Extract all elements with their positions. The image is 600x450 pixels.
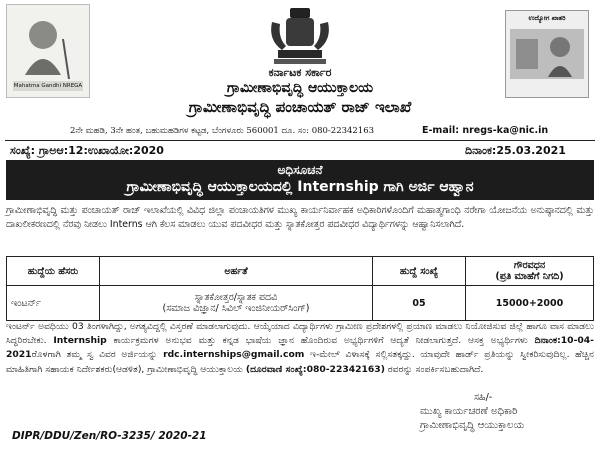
signatory-title: ಮುಖ್ಯ ಕಾರ್ಯಚರಣೆ ಅಧಿಕಾರಿ [420, 406, 518, 417]
header-qualification: ಅರ್ಹತೆ [100, 257, 373, 286]
header-honorarium-title: ಗೌರವಧನ [513, 260, 546, 271]
office-email: E-mail: nregs-ka@nic.in [422, 125, 549, 136]
notice-date: ದಿನಾಂಕ:25.03.2021 [465, 144, 566, 157]
government-name: ಕರ್ನಾಟಕ ಸರ್ಕಾರ [268, 66, 332, 79]
header-honorarium-sub: (ಪ್ರತಿ ಮಾಹೆಗೆ ನಿಗದಿ) [495, 271, 564, 282]
vacancy-table [6, 256, 594, 321]
table-row [7, 286, 594, 321]
details-text-1: ಇಂಟರ್ನ್ ಅವಧಿಯು 03 ತಿಂಗಳಾಗಿದ್ದು, ಅಗತ್ಯವಿದ್ದಲ್ಲಿ ವಿಸ್ತರಣೆ ಮಾಡಲಾಗುವುದು. ಆಯ್ಕೆಯಾದ ವಿದ್ಯಾರ್ಥಿಗಳು ಗ್ರಾಮೀಣ ಪ್ರದೇಶಗಳಲ್ಲಿ ಪ್ರಯಾಣ ಮಾಡಲು ನಿಯೋಜಿಸುವ ಜಿಲ್ಲೆ ಹಾಗೂ ವಾಸ ಮಾಡಲು ಸಿದ್ಧರಿರಬೇಕು. [6, 321, 594, 347]
department-line-1: ಗ್ರಾಮೀಣಾಭಿವೃದ್ಧಿ ಆಯುಕ್ತಾಲಯ [226, 80, 374, 96]
signature-mark: ಸಹಿ/- [474, 392, 493, 403]
notice-heading: ಅಧಿಸೂಚನೆ [277, 163, 323, 177]
header-post: ಹುದ್ದೆಯ ಹೆಸರು [7, 257, 100, 286]
details-text-2: ಕಾರ್ಯಕ್ರಮಗಳ ಅನುಭವ ಮತ್ತು ಕನ್ನಡ ಭಾಷೆಯ ಜ್ಞಾನ ಹೊಂದಿರುವ ಅಭ್ಯರ್ಥಿಗಳಿಗೆ ಆದ್ಯತೆ ನೀಡಲಾಗುತ್ತದೆ. ಆಸಕ್ತ ಅಭ್ಯರ್ಥಿಗಳು [113, 335, 528, 347]
notice-title: ಗ್ರಾಮೀಣಾಭಿವೃದ್ಧಿ ಆಯುಕ್ತಾಲಯದಲ್ಲಿ Internship ಗಾಗಿ ಅರ್ಜಿ ಆಹ್ವಾನ [126, 179, 474, 195]
table-header-row [7, 257, 594, 286]
details-internship: Internship [53, 335, 107, 347]
details-text-4: ಇ-ಮೇಲ್ ವಿಳಾಸಕ್ಕೆ ಸಲ್ಲಿಸತಕ್ಕದ್ದು. ಯಾವುದೇ ಹಾರ್ಡ್ ಪ್ರತಿಯನ್ನು ಸ್ವೀಕರಿಸುವುದಿಲ್ಲ. ಹೆಚ್ಚಿನ ಮಾಹಿತಿಗಾಗಿ ಸಹಾಯಕ ನಿರ್ದೇಶಕರು(ಆಡಳಿತ), ಗ್ರಾಮೀಣಾಭಿವೃದ್ಧಿ ಆಯುಕ್ತಾಲಯ [6, 349, 595, 375]
right-logo-caption: ಉದ್ಯೋಗ ಖಾತರಿ [528, 14, 566, 22]
intro-paragraph: ಗ್ರಾಮೀಣಾಭಿವೃದ್ಧಿ ಮತ್ತು ಪಂಚಾಯತ್ ರಾಜ್ ಇಲಾಖೆಯಲ್ಲಿ ವಿವಿಧ ಜಿಲ್ಲಾ ಪಂಚಾಯತಿಗಳ ಮುಖ್ಯ ಕಾರ್ಯನಿರ್ವಾಹಕ ಅಧಿಕಾರಿಗಳೊಂದಿಗೆ ಮಹಾತ್ಮಗಾಂಧಿ ನರೇಗಾ ಯೋಜನೆಯ ಅನುಷ್ಠಾನದಲ್ಲಿ ಮತ್ತು ದಾಖಲೀಕರಣದಲ್ಲಿ ನೆರವು ನೀಡಲು Interns ಆಗಿ ಕೆಲಸ ಮಾಡಲು ಯುವ ಪದವೀಧರ ಮತ್ತು ಸ್ನಾತಕೋತ್ತರ ಪದವೀಧರ ವಿದ್ಯಾರ್ಥಿಗಳನ್ನು ಆಹ್ವಾನಿಸಲಾಗಿದೆ. [6, 205, 594, 230]
application-deadline: ದಿನಾಂಕ:10-04-2021 [6, 335, 594, 361]
office-address: 2ನೇ ಮಹಡಿ, 3ನೇ ಹಂತ, ಬಹುಮಹಡಿಗಳ ಕಟ್ಟಡ, ಬೆಂಗಳೂರು 560001 ದೂ. ಸಂ: 080-22342163 [70, 126, 375, 136]
nrega-logo-right [505, 10, 589, 98]
left-logo-caption: Mahatma Gandhi NREGA [13, 83, 83, 89]
reference-number: ಸಂಖ್ಯೆ: ಗ್ರಾಅಆ:12:ಉಖಾಯೋ:2020 [10, 144, 164, 157]
cell-post: ಇಂಟರ್ನ್ [7, 286, 100, 321]
header-honorarium [466, 257, 594, 286]
state-emblem [264, 6, 336, 66]
application-email-link[interactable]: rdc.internships@gmail.com [163, 349, 305, 361]
department-line-2: ಗ್ರಾಮೀಣಾಭಿವೃದ್ಧಿ ಪಂಚಾಯತ್ ರಾಜ್ ಇಲಾಖೆ [188, 98, 412, 116]
qualification-line-1: ಸ್ನಾತಕೋತ್ತರ/ಸ್ನಾತಕ ಪದವಿ [194, 292, 278, 303]
header-divider [5, 140, 595, 141]
details-text-5: ರವರನ್ನು ಸಂಪರ್ಕಿಸಬಹುದಾಗಿದೆ. [387, 363, 484, 375]
qualification-line-2: (ಸಮಾಜ ವಿಜ್ಞಾನ/ ಸಿವಿಲ್ ಇಂಜಿನೀಯರ್‌ಸಿಂಗ್) [162, 303, 310, 314]
contact-phone: (ದೂರವಾಣಿ ಸಂಖ್ಯೆ:080-22342163) [245, 363, 385, 375]
cell-qualification [100, 286, 373, 321]
nrega-logo-left [6, 4, 90, 98]
cell-honorarium: 15000+2000 [466, 286, 594, 321]
dipr-code: DIPR/DDU/Zen/RO-3235/ 2020-21 [12, 430, 207, 442]
cell-count: 05 [373, 286, 466, 321]
details-text-3: ರೊಳಗಾಗಿ ತಮ್ಮ ಸ್ವ ವಿವರ ಅರ್ಜಿಯನ್ನು [31, 349, 158, 361]
details-paragraph [6, 320, 594, 377]
signatory-office: ಗ್ರಾಮೀಣಾಭಿವೃದ್ಧಿ ಆಯುಕ್ತಾಲಯ [420, 420, 525, 431]
notice-title-band [6, 160, 594, 200]
header-count: ಹುದ್ದೆ ಸಂಖ್ಯೆ [373, 257, 466, 286]
